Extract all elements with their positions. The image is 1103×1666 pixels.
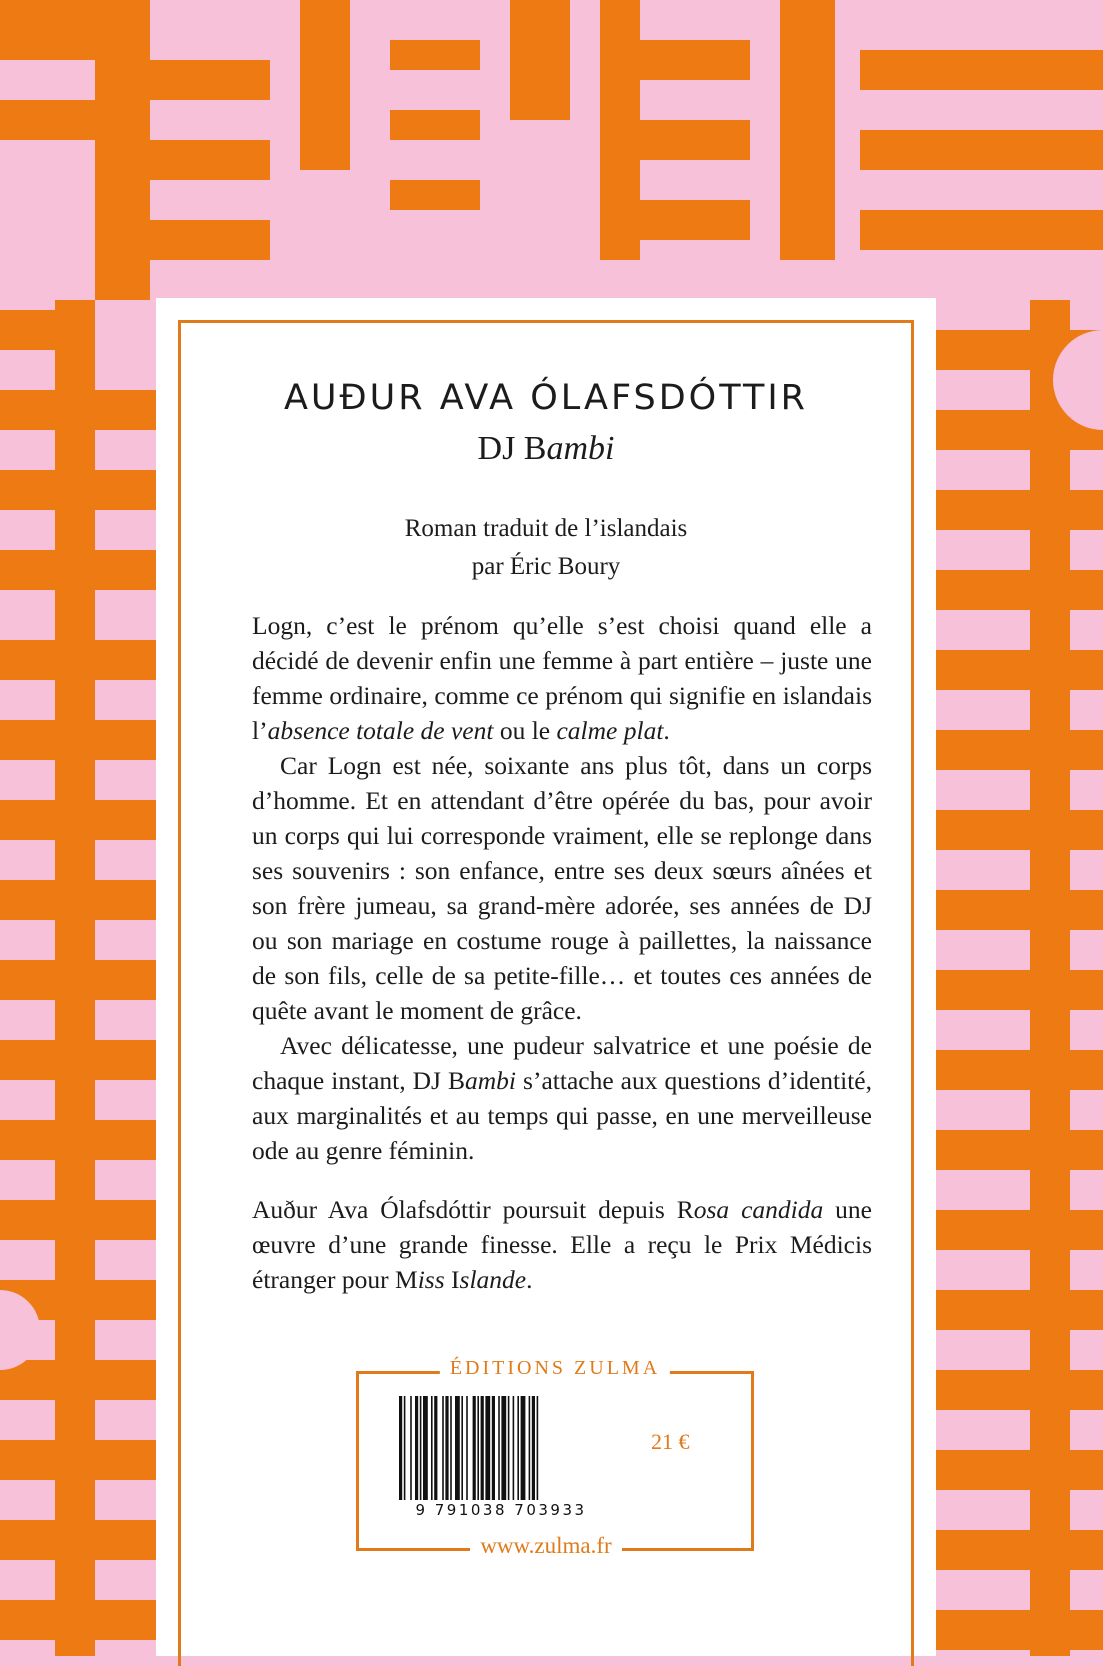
blurb-p3-text-a: Avec délicatesse, une pudeur salvatrice et une poésie de chaque instant, DJ B xyxy=(252,1031,872,1095)
barcode-bar xyxy=(461,1396,463,1500)
barcode-bar xyxy=(498,1396,500,1500)
author-name: AUÐUR AVA ÓLAFSDÓTTIR xyxy=(283,378,809,418)
subtitle-line-1: Roman traduit de l’islandais xyxy=(404,515,688,542)
barcode-bar xyxy=(521,1396,526,1500)
barcode-bar xyxy=(404,1396,406,1500)
website-url[interactable]: www.zulma.fr xyxy=(470,1533,621,1558)
barcode-bar xyxy=(513,1396,515,1500)
barcode-bar xyxy=(410,1396,412,1500)
translation-credit xyxy=(156,510,936,586)
book-title xyxy=(156,430,936,468)
bio-text-a: Auður Ava Ólafsdóttir poursuit depuis R xyxy=(252,1195,694,1224)
bio-italic-1: osa candida xyxy=(693,1195,824,1224)
barcode-bar xyxy=(473,1396,476,1500)
barcode-bar xyxy=(508,1396,510,1500)
barcode-bar xyxy=(445,1396,448,1500)
bio-text-b: une œuvre d’une grande finesse. Elle a reçu le Prix Médicis étranger pour M xyxy=(252,1195,872,1294)
bio-italic-2: iss xyxy=(417,1265,445,1294)
blurb-p1-text-c: . xyxy=(663,716,670,745)
blurb-p1-text-b: ou le xyxy=(493,716,557,745)
isbn-number: 9 791038 703933 xyxy=(415,1501,587,1519)
barcode-bar xyxy=(481,1396,484,1500)
barcode-bar xyxy=(420,1396,422,1500)
barcode-bar xyxy=(431,1396,433,1500)
blurb-paragraph-2: Car Logn est née, soixante ans plus tôt, dans un corps d’homme. Et en attendant d’être opérée du bas, pour avoir un corps qui lui corresponde vraiment, elle se replonge dans ses souvenirs : son enfance, entre ses deux sœurs aînées et son frère jumeau, sa grand-mère adorée, ses années de DJ ou son mariage en costume rouge à paillettes, la naissance de son fils, celle de sa petite-fille… et toutes ces années de quête avant le moment de grâce. xyxy=(252,751,872,1025)
blurb-p1-italic-1: absence totale de vent xyxy=(267,716,494,745)
barcode-bar xyxy=(434,1396,437,1500)
blurb-paragraph-3 xyxy=(252,1028,872,1168)
title-prefix: DJ B xyxy=(477,430,547,467)
publisher-box xyxy=(356,1357,754,1551)
blurb-paragraph-1 xyxy=(252,608,872,748)
blurb-p1-text-a: Logn, c’est le prénom qu’elle s’est choisi quand elle a décidé de devenir enfin une femme à part entière – juste une femme ordinaire, comme ce prénom qui signifie en islandais l’ xyxy=(252,611,872,745)
blurb-p3-text-b: s’attache aux questions d’identité, aux marginalités et au temps qui passe, en une merveilleuse ode au genre féminin. xyxy=(252,1066,872,1165)
barcode-bar xyxy=(450,1396,452,1500)
barcode-icon xyxy=(397,1396,615,1500)
bio-italic-3: slande xyxy=(459,1265,527,1294)
author-bio xyxy=(252,1192,872,1297)
bio-text-c: I xyxy=(444,1265,460,1294)
barcode-bar xyxy=(466,1396,468,1500)
barcode-bar xyxy=(477,1396,479,1500)
barcode-bar xyxy=(537,1396,539,1500)
barcode-bar xyxy=(423,1396,428,1500)
barcode-bar xyxy=(517,1396,519,1500)
barcode-bar xyxy=(415,1396,418,1500)
barcode-bar xyxy=(529,1396,531,1500)
barcode-bar xyxy=(492,1396,495,1500)
price: 21 € xyxy=(651,1429,690,1454)
barcode-bar xyxy=(501,1396,506,1500)
barcode-bar xyxy=(455,1396,460,1500)
website-link[interactable] xyxy=(156,1533,936,1559)
blurb xyxy=(252,608,872,1297)
barcode-bar xyxy=(532,1396,535,1500)
back-cover-panel xyxy=(156,298,936,1656)
bio-text-d: . xyxy=(526,1265,533,1294)
barcode-bar xyxy=(485,1396,490,1500)
title-italic: ambi xyxy=(546,430,615,467)
publisher-name: ÉDITIONS ZULMA xyxy=(440,1357,670,1380)
barcode-bar xyxy=(442,1396,444,1500)
blurb-p3-italic: ambi xyxy=(465,1066,517,1095)
barcode-bar xyxy=(399,1396,402,1500)
subtitle-line-2: par Éric Boury xyxy=(471,553,621,580)
blurb-p1-italic-2: calme plat xyxy=(556,716,664,745)
